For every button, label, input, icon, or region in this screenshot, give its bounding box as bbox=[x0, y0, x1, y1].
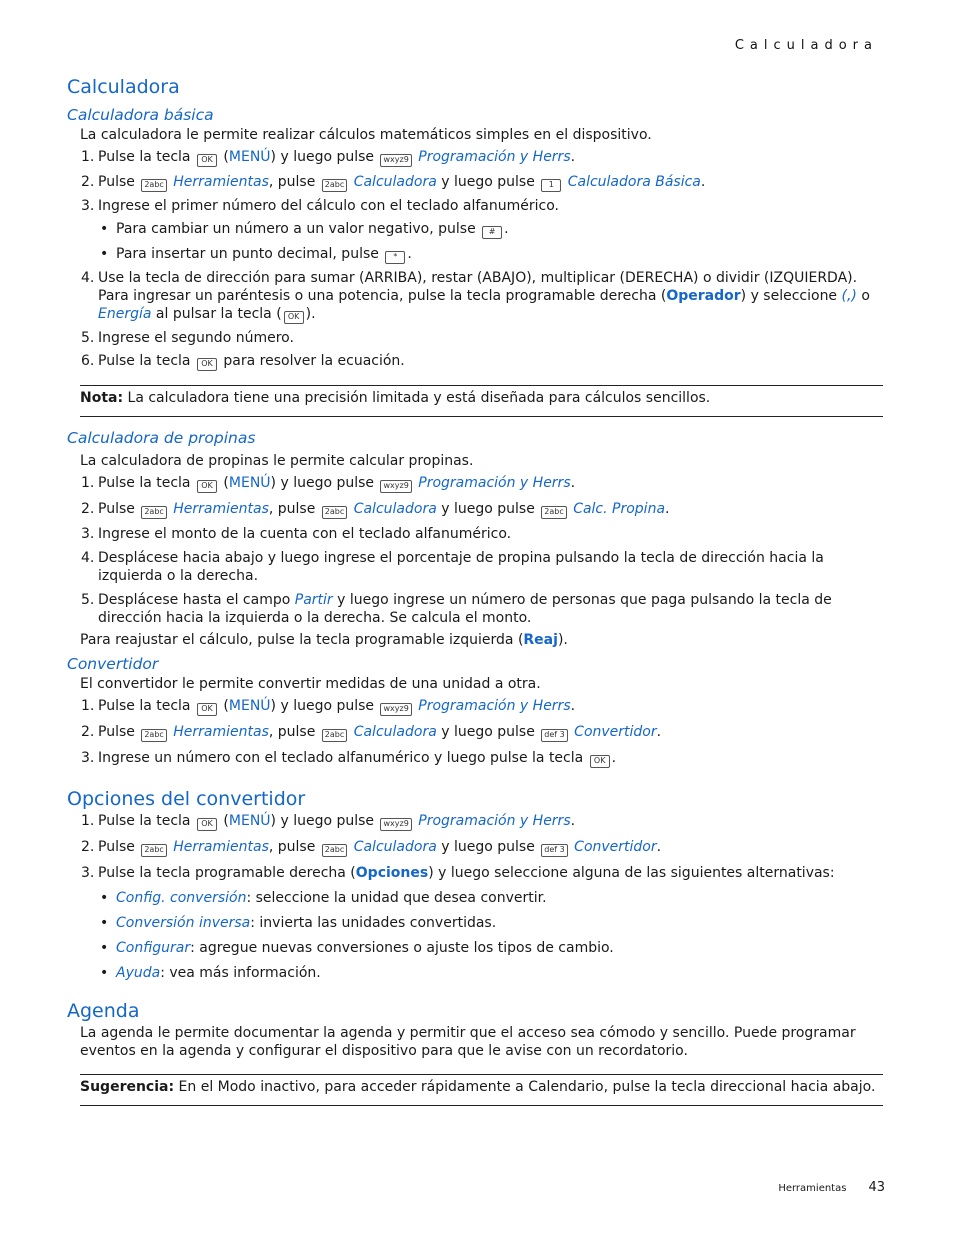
list-item: • Para insertar un punto decimal, pulse * . bbox=[100, 246, 412, 262]
menu-link: MENÚ bbox=[228, 149, 271, 165]
propinas-reset: Para reajustar el cálculo, pulse la tecla programable izquierda (Reaj). bbox=[80, 632, 568, 648]
list-item: • Para cambiar un número a un valor negativo, pulse # . bbox=[100, 221, 509, 237]
opciones-steps bbox=[67, 812, 883, 982]
tip-box bbox=[80, 1074, 883, 1106]
ok-key-icon: OK bbox=[590, 755, 610, 768]
hash-key-icon: # bbox=[482, 226, 502, 239]
propinas-steps bbox=[67, 474, 883, 627]
key-9-icon: wxyz9 bbox=[380, 703, 411, 716]
list-item: 3. Pulse la tecla programable derecha (Opciones) y luego seleccione alguna de las siguientes alternativas: bbox=[81, 865, 835, 881]
key-2-icon: 2abc bbox=[322, 729, 347, 742]
list-item: 1. Pulse la tecla OK (MENÚ) y luego pulse wxyz9 Programación y Herrs. bbox=[81, 813, 576, 829]
star-key-icon: * bbox=[385, 251, 405, 264]
key-3-icon: def 3 bbox=[541, 844, 567, 857]
key-2-icon: 2abc bbox=[541, 506, 566, 519]
list-item: • Conversión inversa: invierta las unidades convertidas. bbox=[100, 915, 497, 931]
list-item: 2. Pulse 2abc Herramientas, pulse 2abc Calculadora y luego pulse 2abc Calc. Propina. bbox=[81, 501, 670, 517]
subsection-title-basica: Calculadora básica bbox=[67, 106, 214, 124]
page-content bbox=[67, 74, 883, 1106]
convertidor-steps bbox=[67, 697, 883, 768]
list-item: 3. Ingrese un número con el teclado alfanumérico y luego pulse la tecla OK . bbox=[81, 750, 617, 766]
key-2-icon: 2abc bbox=[322, 179, 347, 192]
section-title-agenda: Agenda bbox=[67, 1000, 140, 1022]
basica-steps bbox=[67, 148, 883, 371]
page-footer bbox=[778, 1180, 885, 1195]
section-title-opciones: Opciones del convertidor bbox=[67, 788, 306, 810]
key-9-icon: wxyz9 bbox=[380, 154, 411, 167]
page-number: 43 bbox=[868, 1180, 885, 1195]
section-title-calculadora: Calculadora bbox=[67, 76, 180, 98]
key-2-icon: 2abc bbox=[322, 506, 347, 519]
list-item: 6. Pulse la tecla OK para resolver la ecuación. bbox=[81, 353, 405, 369]
ok-key-icon: OK bbox=[197, 358, 217, 371]
key-2-icon: 2abc bbox=[141, 844, 166, 857]
key-1-icon: 1 bbox=[541, 179, 561, 192]
ok-key-icon: OK bbox=[284, 311, 304, 324]
list-item: • Configurar: agregue nuevas conversiones o ajuste los tipos de cambio. bbox=[100, 940, 614, 956]
list-item: 5. Desplácese hasta el campo Partir y luego ingrese un número de personas que paga pulsando la tecla de dirección hacia la izquierda o la derecha. Se calcula el monto. bbox=[81, 592, 832, 626]
list-item: 3. Ingrese el monto de la cuenta con el teclado alfanumérico. bbox=[81, 526, 512, 542]
list-item: 5. Ingrese el segundo número. bbox=[81, 330, 294, 346]
list-item: • Ayuda: vea más información. bbox=[100, 965, 321, 981]
list-item: 2. Pulse 2abc Herramientas, pulse 2abc Calculadora y luego pulse 1 Calculadora Básica. bbox=[81, 174, 706, 190]
note-label: Nota: bbox=[80, 390, 124, 406]
list-item: 1. Pulse la tecla OK (MENÚ) y luego pulse wxyz9 Programación y Herrs. bbox=[81, 475, 576, 491]
footer-label: Herramientas bbox=[778, 1183, 847, 1194]
list-item: 3. Ingrese el primer número del cálculo con el teclado alfanumérico. bbox=[81, 198, 559, 214]
ok-key-icon: OK bbox=[197, 703, 217, 716]
ok-key-icon: OK bbox=[197, 818, 217, 831]
convertidor-intro: El convertidor le permite convertir medidas de una unidad a otra. bbox=[80, 676, 541, 692]
list-item: • Config. conversión: seleccione la unidad que desea convertir. bbox=[100, 890, 547, 906]
note-text: La calculadora tiene una precisión limitada y está diseñada para cálculos sencillos. bbox=[127, 390, 711, 406]
basica-intro: La calculadora le permite realizar cálculos matemáticos simples en el dispositivo. bbox=[80, 127, 652, 143]
key-2-icon: 2abc bbox=[322, 844, 347, 857]
list-item: 1. Pulse la tecla OK (MENÚ) y luego pulse wxyz9 Programación y Herrs. bbox=[81, 698, 576, 714]
list-item: 4. Desplácese hacia abajo y luego ingrese el porcentaje de propina pulsando la tecla de dirección hacia la izquierda o la derecha. bbox=[81, 550, 824, 584]
subsection-title-convertidor: Convertidor bbox=[67, 655, 159, 673]
key-2-icon: 2abc bbox=[141, 729, 166, 742]
list-item: 2. Pulse 2abc Herramientas, pulse 2abc Calculadora y luego pulse def 3 Convertidor. bbox=[81, 839, 662, 855]
agenda-intro: La agenda le permite documentar la agenda y permitir que el acceso sea cómodo y sencillo. Puede programar eventos en la agenda y configurar el dispositivo para que le avise con un recordatorio. bbox=[80, 1025, 856, 1059]
key-9-icon: wxyz9 bbox=[380, 818, 411, 831]
key-9-icon: wxyz9 bbox=[380, 480, 411, 493]
key-2-icon: 2abc bbox=[141, 179, 166, 192]
note-box bbox=[80, 385, 883, 417]
tip-label: Sugerencia: bbox=[80, 1079, 175, 1095]
tip-text: En el Modo inactivo, para acceder rápidamente a Calendario, pulse la tecla direccional hacia abajo. bbox=[178, 1079, 876, 1095]
key-3-icon: def 3 bbox=[541, 729, 567, 742]
ok-key-icon: OK bbox=[197, 480, 217, 493]
list-item: 2. Pulse 2abc Herramientas, pulse 2abc Calculadora y luego pulse def 3 Convertidor. bbox=[81, 724, 662, 740]
list-item: 4. Use la tecla de dirección para sumar (ARRIBA), restar (ABAJO), multiplicar (DERECHA) o dividir (IZQUIERDA). Para ingresar un paréntesis o una potencia, pulse la tecla programable derecha (Operador) y seleccione (,) o Energía al pulsar la tecla ( OK ). bbox=[81, 270, 870, 322]
running-head: Calculadora bbox=[734, 38, 878, 53]
subsection-title-propinas: Calculadora de propinas bbox=[67, 429, 256, 447]
propinas-intro: La calculadora de propinas le permite calcular propinas. bbox=[80, 453, 474, 469]
list-item: 1. Pulse la tecla OK (MENÚ) y luego pulse wxyz9 Programación y Herrs. bbox=[81, 149, 576, 165]
key-2-icon: 2abc bbox=[141, 506, 166, 519]
ok-key-icon: OK bbox=[197, 154, 217, 167]
